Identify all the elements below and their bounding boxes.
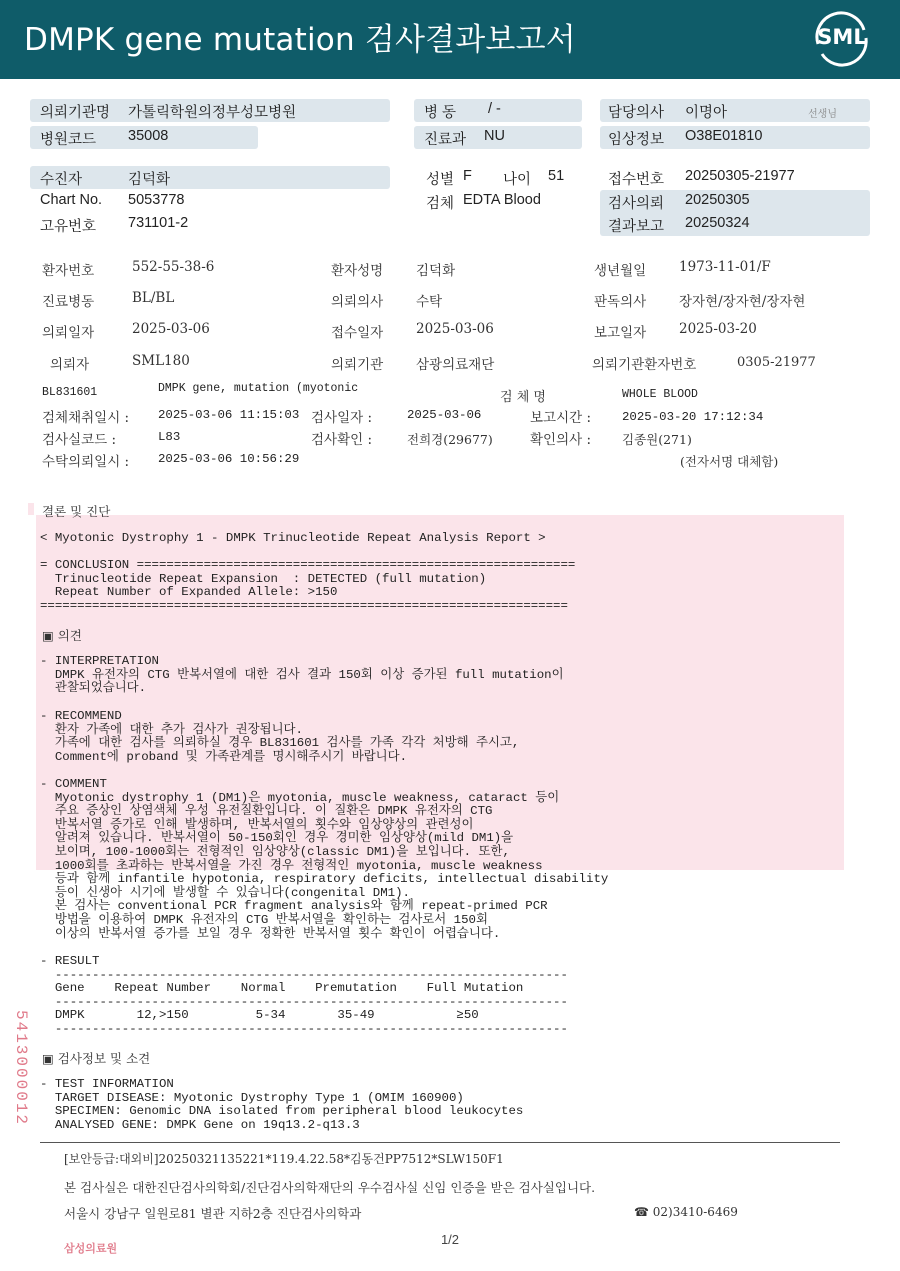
dept-label: 진료과 bbox=[424, 132, 467, 148]
doctor: 이명아 bbox=[685, 105, 728, 121]
age-label: 나이 bbox=[503, 172, 532, 188]
report-time-label: 보고시간 : bbox=[530, 410, 592, 426]
confirm-doc: 김종원(271) bbox=[622, 432, 692, 447]
page-number: 1/2 bbox=[440, 1232, 460, 1247]
trust-time: 2025-03-06 10:56:29 bbox=[158, 452, 300, 466]
receipt: 20250305-21977 bbox=[685, 168, 795, 184]
room-code: L83 bbox=[158, 430, 181, 444]
specimen-name-label: 검 체 명 bbox=[500, 390, 546, 405]
ward-label: 병 동 bbox=[424, 105, 457, 121]
clinical-label: 임상정보 bbox=[608, 132, 665, 148]
doctor-label: 담당의사 bbox=[608, 105, 665, 121]
highlight-marker bbox=[28, 503, 34, 515]
doctor-suffix: 선생님 bbox=[808, 109, 837, 120]
opinion-title: ▣ 의견 bbox=[42, 628, 82, 643]
report-date: 20250324 bbox=[685, 215, 750, 231]
dept: NU bbox=[484, 128, 505, 144]
patient: 김덕화 bbox=[128, 172, 171, 188]
clinical: O38E01810 bbox=[685, 128, 763, 144]
test-code: BL831601 bbox=[42, 386, 98, 399]
phone-line: ☎ 02)3410-6469 bbox=[634, 1205, 738, 1219]
unique: 731101-2 bbox=[128, 215, 189, 231]
scan-value: 장자현/장자현/장자현 bbox=[679, 294, 806, 310]
scan-value: 수탁 bbox=[416, 294, 443, 310]
specimen: EDTA Blood bbox=[463, 192, 541, 208]
interpretation-block: - INTERPRETATION DMPK 유전자의 CTG 반복서열에 대한 검사 결과 150회 이상 증가된 full mutation이 관찰되었습니다. bbox=[40, 654, 564, 696]
scan-label: 의뢰의사 bbox=[331, 294, 384, 310]
recommend-block: - RECOMMEND 환자 가족에 대한 추가 검사가 권장됩니다. 가족에 대한 검사를 의뢰하실 경우 BL831601 검사를 가족 각각 처방해 주시고, Comment에 proband 및 가족관계를 명시해주시기 바랍니다. bbox=[40, 709, 520, 764]
scan-label: 진료병동 bbox=[42, 294, 95, 310]
req: 20250305 bbox=[685, 192, 750, 208]
collect-time: 2025-03-06 11:15:03 bbox=[158, 408, 300, 422]
hospital-code: 35008 bbox=[128, 128, 169, 144]
result-table: - RESULT --------------------------------------------------------------------- Gene Repeat Number Normal Premutation Full Mutation --------------------------------------------------------------------- DMPK 12,>150 5-34 35-49 ≥50 --------------------------------------------------------------------- bbox=[40, 954, 568, 1036]
room-label: 검사실코드 : bbox=[42, 432, 117, 448]
confirm: 전희경(29677) bbox=[407, 432, 493, 447]
cert-line: 본 검사실은 대한진단검사의학회/진단검사의학재단의 우수검사실 신임 인증을 받은 검사실입니다. bbox=[64, 1180, 596, 1195]
logo-text: SML bbox=[817, 25, 867, 49]
scan-value: SML180 bbox=[132, 353, 190, 369]
chart: 5053778 bbox=[128, 192, 185, 208]
collect-label: 검체채취일시 : bbox=[42, 410, 130, 426]
report-time: 2025-03-20 17:12:34 bbox=[622, 410, 764, 424]
sex: F bbox=[463, 168, 472, 184]
esign-note: (전자서명 대체함) bbox=[680, 454, 779, 469]
scan-value: 김덕화 bbox=[416, 263, 456, 279]
section-result-title: 결론 및 진단 bbox=[42, 504, 111, 519]
exam-date-label: 검사일자 : bbox=[311, 410, 373, 426]
scan-label: 접수일자 bbox=[331, 325, 384, 341]
test-information-block: - TEST INFORMATION TARGET DISEASE: Myotonic Dystrophy Type 1 (OMIM 160900) SPECIMEN: Genomic DNA isolated from peripheral blood leukocytes ANALYSED GENE: DMPK Gene on 19q13.2-q13.3 bbox=[40, 1077, 524, 1132]
confirm-doc-label: 확인의사 : bbox=[530, 432, 592, 448]
exam-date: 2025-03-06 bbox=[407, 408, 482, 422]
comment-block: - COMMENT Myotonic dystrophy 1 (DM1)은 myotonia, muscle weakness, cataract 등이 주요 증상인 상염색체 우성 유전질환입니다. 이 질환은 DMPK 유전자의 CTG 반복서열 증가로 인해 발생하며, 반복서열의 횟수와 임상양상의 관련성이 알려져 있습니다. 반복서열이 50-150회인 경우 경미한 임상양상(mild DM1)을 보이며, 100-1000회는 전형적인 임상양상(classic DM1)을 보입니다. 또한, 1000회를 초과하는 반복서열을 가진 경우 전형적인 myotonia, muscle weakness 등과 함께 infantile hypotonia, respiratory deficits, intellectual disability 등이 신생아 시기에 발생할 수 있습니다(congenital DM1). 본 검사는 conventional PCR fragment analysis와 함께 repeat-primed PCR 방법을 이용하여 DMPK 유전자의 CTG 반복서열을 확인하는 검사로서 150회 이상의 반복서열 증가를 보일 경우 정확한 반복서열 횟수 확인이 어렵습니다. bbox=[40, 777, 609, 941]
scan-label: 의뢰기관 bbox=[331, 357, 384, 373]
hospital-stamp: 삼성의료원 bbox=[64, 1242, 118, 1255]
unique-label: 고유번호 bbox=[40, 219, 97, 235]
side-code: 5413000012 bbox=[12, 1010, 30, 1127]
scan-value: 2025-03-20 bbox=[679, 321, 757, 337]
scan-value: 1973-11-01/F bbox=[679, 259, 771, 275]
scan-label: 의뢰일자 bbox=[42, 325, 95, 341]
test-name: DMPK gene, mutation (myotonic bbox=[158, 382, 359, 395]
scan-label: 의뢰자 bbox=[50, 357, 90, 373]
report-heading: < Myotonic Dystrophy 1 - DMPK Trinucleotide Repeat Analysis Report > bbox=[40, 531, 546, 545]
conclusion-block: = CONCLUSION =========================================================== Trinucleotide Repeat Expansion : DETECTED (full mutation) Repeat Number of Expanded Allele: >150 ======================================================================= bbox=[40, 558, 576, 613]
report-label: 결과보고 bbox=[608, 219, 665, 235]
scan-value: BL/BL bbox=[132, 290, 175, 306]
sml-logo bbox=[812, 10, 872, 70]
ward: / - bbox=[488, 101, 501, 117]
scan-value: 2025-03-06 bbox=[416, 321, 494, 337]
scan-label: 판독의사 bbox=[594, 294, 647, 310]
scan-value: 0305-21977 bbox=[737, 355, 816, 370]
referring-org: 가톨릭학원의정부성모병원 bbox=[128, 105, 297, 121]
row-shade bbox=[30, 166, 390, 189]
address-line: 서울시 강남구 일원로81 별관 지하2층 진단검사의학과 bbox=[64, 1206, 362, 1221]
chart-label: Chart No. bbox=[40, 192, 103, 208]
scan-label: 의뢰기관환자번호 bbox=[592, 357, 697, 373]
age: 51 bbox=[548, 168, 565, 184]
scan-label: 환자성명 bbox=[331, 263, 384, 279]
specimen-name: WHOLE BLOOD bbox=[622, 388, 698, 401]
scan-value: 552-55-38-6 bbox=[132, 259, 215, 275]
security-line: [보안등급:대외비]20250321135221*119.4.22.58*김동건PP7512*SLW150F1 bbox=[64, 1152, 504, 1166]
report-header bbox=[0, 0, 900, 79]
patient-label: 수진자 bbox=[40, 172, 83, 188]
info-title: ▣ 검사정보 및 소견 bbox=[42, 1051, 151, 1066]
receipt-label: 접수번호 bbox=[608, 172, 665, 188]
scan-label: 보고일자 bbox=[594, 325, 647, 341]
scan-label: 생년월일 bbox=[594, 263, 647, 279]
scan-value: 2025-03-06 bbox=[132, 321, 210, 337]
report-title: DMPK gene mutation 검사결과보고서 bbox=[24, 22, 576, 58]
trust-label: 수탁의뢰일시 : bbox=[42, 454, 130, 470]
hospital-code-label: 병원코드 bbox=[40, 132, 97, 148]
scan-label: 환자번호 bbox=[42, 263, 95, 279]
sex-label: 성별 bbox=[426, 172, 455, 188]
scan-value: 삼광의료재단 bbox=[416, 357, 495, 373]
confirm-label: 검사확인 : bbox=[311, 432, 373, 448]
req-label: 검사의뢰 bbox=[608, 196, 665, 212]
footer-divider bbox=[40, 1142, 840, 1143]
referring-org-label: 의뢰기관명 bbox=[40, 105, 111, 121]
specimen-label: 검체 bbox=[426, 196, 455, 212]
